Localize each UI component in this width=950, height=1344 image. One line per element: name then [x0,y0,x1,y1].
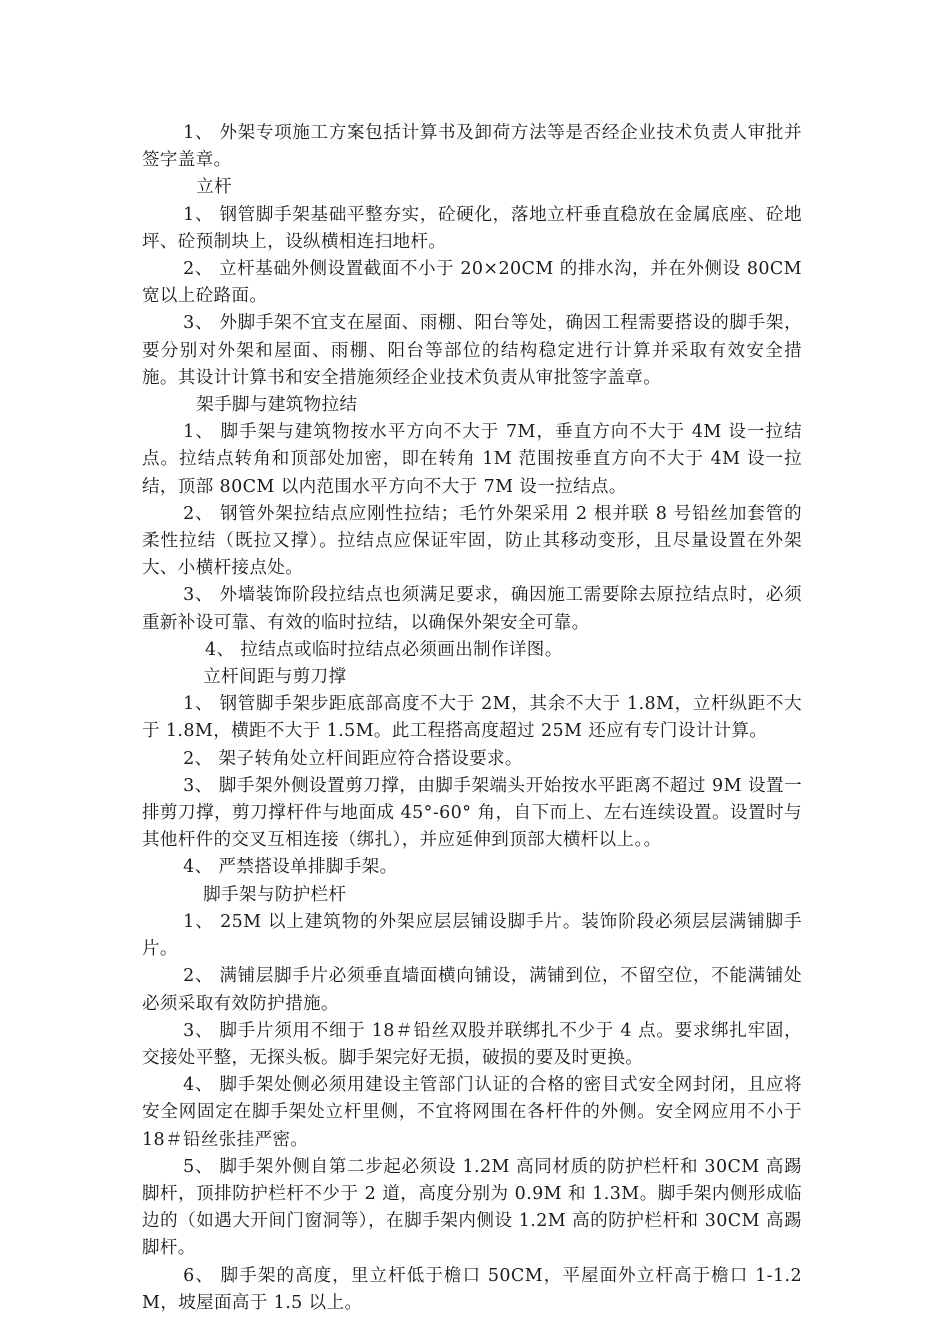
section-heading: 立杆间距与剪刀撑 [203,667,347,688]
paragraph: 2、 立杆基础外侧设置截面不小于 20×20CM 的排水沟，并在外侧设 80CM 宽以上砼路面。 [142,259,802,307]
section-heading: 立杆 [196,177,233,198]
paragraph: 1、 25M 以上建筑物的外架应层层铺设脚手片。装饰阶段必须层层满铺脚手片。 [142,911,802,960]
paragraph: 4、 拉结点或临时拉结点必须画出制作详图。 [205,639,563,660]
paragraph: 6、 脚手架的高度，里立杆低于檐口 50CM，平屋面外立杆高于檐口 1-1.2M，坡屋面高于 1.5 以上。 [142,1265,802,1313]
paragraph: 3、 外脚手架不宜支在屋面、雨棚、阳台等处，确因工程需要搭设的脚手架，要分别对外架和屋面、雨棚、阳台等部位的结构稳定进行计算并采取有效安全措施。其设计计算书和安全措施须经企业技术负责从审批签字盖章。 [142,313,802,388]
section-heading: 脚手架与防护栏杆 [203,884,347,905]
paragraph: 1、 钢管脚手架步距底部高度不大于 2M，其余不大于 1.8M，立杆纵距不大于 1.8M，横距不大于 1.5M。此工程搭高度超过 25M 还应有专门设计计算。 [142,694,802,742]
paragraph: 1、 脚手架与建筑物按水平方向不大于 7M，垂直方向不大于 4M 设一拉结点。拉结点转角和顶部处加密，即在转角 1M 范围按垂直方向不大于 4M 设一拉结，顶部 80CM 以内范围水平方向不大于 7M 设一拉结点。 [142,422,802,497]
paragraph: 3、 脚手架外侧设置剪刀撑，由脚手架端头开始按水平距离不超过 9M 设置一排剪刀撑，剪刀撑杆件与地面成 45°-60° 角，自下而上、左右连续设置。设置时与其他杆件的交叉互相连接（绑扎），并应延伸到顶部大横杆以上。。 [142,775,802,851]
paragraph: 5、 脚手架外侧自第二步起必须设 1.2M 高同材质的防护栏杆和 30CM 高踢脚杆，顶排防护栏杆不少于 2 道，高度分别为 0.9M 和 1.3M。脚手架内侧形成临边的（如遇大开间门窗洞等），在脚手架内侧设 1.2M 高的防护栏杆和 30CM 高踢脚杆。 [142,1156,802,1259]
paragraph: 2、 满铺层脚手片必须垂直墙面横向铺设，满铺到位，不留空位，不能满铺处必须采取有效防护措施。 [142,966,802,1014]
paragraph: 2、 架子转角处立杆间距应符合搭设要求。 [183,748,523,769]
paragraph: 1、 钢管脚手架基础平整夯实，砼硬化，落地立杆垂直稳放在金属底座、砼地坪、砼预制块上，设纵横相连扫地杆。 [142,204,802,252]
paragraph: 3、 脚手片须用不细于 18＃铅丝双股并联绑扎不少于 4 点。要求绑扎牢固，交接处平整，无探头板。脚手架完好无损，破损的要及时更换。 [142,1020,802,1068]
paragraph: 4、 脚手架处侧必须用建设主管部门认证的合格的密目式安全网封闭，且应将安全网固定在脚手架处立杆里侧，不宜将网围在各杆件的外侧。安全网应用不小于 18＃铅丝张挂严密。 [142,1075,802,1150]
document-body [142,120,802,1317]
paragraph: 3、 外墙装饰阶段拉结点也须满足要求，确因施工需要除去原拉结点时，必须重新补设可靠、有效的临时拉结，以确保外架安全可靠。 [142,585,802,633]
paragraph: 1、 外架专项施工方案包括计算书及卸荷方法等是否经企业技术负责人审批并签字盖章。 [142,123,802,171]
paragraph: 4、 严禁搭设单排脚手架。 [183,857,398,878]
section-heading: 架手脚与建筑物拉结 [196,395,358,416]
paragraph: 2、 钢管外架拉结点应刚性拉结；毛竹外架采用 2 根并联 8 号铅丝加套管的柔性拉结（既拉又撑）。拉结点应保证牢固，防止其移动变形，且尽量设置在外架大、小横杆接点处。 [142,503,802,579]
